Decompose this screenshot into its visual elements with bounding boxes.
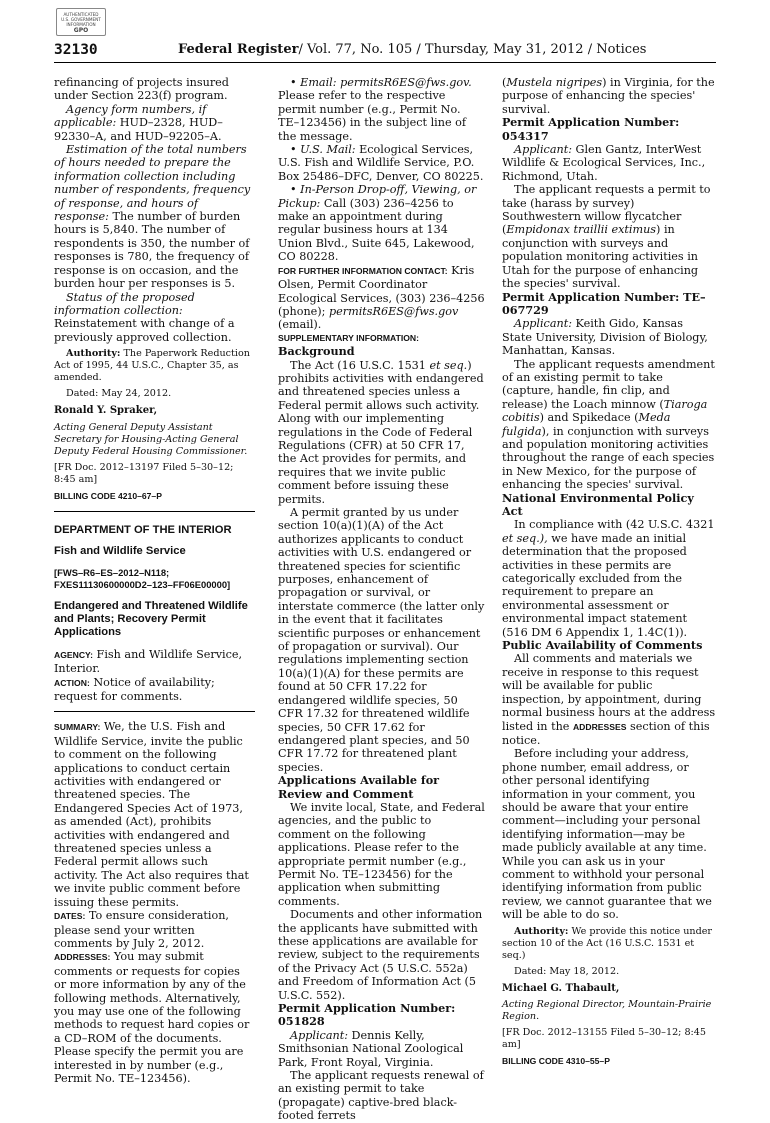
applicant-line: Applicant: Glen Gantz, InterWest Wildlife & Ecological Services, Inc., Richmond, Utah. bbox=[502, 143, 706, 183]
applicant-line: Applicant: Keith Gido, Kansas State University, Division of Biology, Manhattan, Kansas. bbox=[502, 317, 708, 358]
seal-gpo-mark: GPO bbox=[73, 27, 89, 34]
applicant-line: Applicant: Dennis Kelly, Smithsonian National Zoological Park, Front Royal, Virginia. bbox=[278, 1028, 464, 1069]
paragraph: All comments and materials we receive in response to this request will be available for public inspection, by appointment, during normal business hours at the address listed in the ADDRESSES section of this notice. bbox=[502, 652, 716, 747]
header-rule bbox=[54, 62, 716, 63]
supplementary-label: SUPPLEMENTARY INFORMATION: bbox=[278, 332, 419, 343]
docket-number: [FWS–R6–ES–2012–N118; FXES11130600000D2–123–FF06E00000] bbox=[54, 566, 231, 591]
running-header bbox=[178, 42, 646, 57]
fr-doc-line: [FR Doc. 2012–13197 Filed 5–30–12; 8:45 am] bbox=[54, 461, 234, 485]
contact-paragraph: FOR FURTHER INFORMATION CONTACT: Kris Olsen, Permit Coordinator Ecological Services, (303) 236–4256 (phone); permitsR6ES@fws.gov (email). bbox=[278, 263, 485, 332]
agency-line: AGENCY: Fish and Wildlife Service, Interior. bbox=[54, 647, 243, 676]
action-line: ACTION: Notice of availability; request for comments. bbox=[54, 675, 215, 703]
permit-heading-051828: Permit Application Number: 051828 bbox=[278, 1001, 456, 1029]
fr-doc-line: [FR Doc. 2012–13155 Filed 5–30–12; 8:45 am] bbox=[502, 1027, 706, 1050]
paragraph: The applicant requests amendment of an existing permit to take (capture, handle, fin clip, and release) the Loach minnow (Tiaroga cobitis) and Spikedace (Meda fulgida), in conjunction with surveys and population monitoring activities throughout the range of each species in New Mexico, for the purpose of enhancing the species' survival. bbox=[502, 357, 715, 492]
notice-subject: Endangered and Threatened Wildlife and Plants; Recovery Permit Applications bbox=[54, 599, 248, 639]
paragraph: A permit granted by us under section 10(a)(1)(A) of the Act authorizes applicants to conduct activities with U.S. endangered or threatened species for scientific purposes, enhancement of propagation or survival, or interstate commerce (the latter only in the event that it facilitates scientific purposes or enhancement of propagation or survival). Our regulations implementing section 10(a)(1)(A) for these permits are found at 50 CFR 17.22 for endangered wildlife species, 50 CFR 17.32 for threatened wildlife species, 50 CFR 17.62 for endangered plant species, and 50 CFR 17.72 for threatened plant species. bbox=[278, 506, 485, 774]
seal-line-2: U.S. GOVERNMENT bbox=[61, 17, 101, 22]
paragraph: (Mustela nigripes) in Virginia, for the purpose of enhancing the species' survival. bbox=[502, 76, 715, 116]
public-availability-heading: Public Availability of Comments bbox=[502, 638, 703, 653]
gpo-authentication-seal bbox=[56, 8, 106, 36]
paragraph: Estimation of the total numbers of hours needed to prepare the information collection including number of respondents, frequency of response, and hours of response: The number of burden hours is 5,840. The number of respondents is 350, the number of responses is 780, the frequency of response is on occasion, and the burden hour per responses is 5. bbox=[54, 143, 251, 291]
background-heading: Background bbox=[278, 344, 355, 359]
addresses-paragraph: ADDRESSES: You may submit comments or requests for copies or more information by any of the following methods. Alternatively, you may use one of the following methods to request hard copies or a CD–ROM of the documents. Please specify the permit you are interested in by number (e.g., Permit No. TE–123456). bbox=[54, 950, 250, 1085]
seal-line-3: INFORMATION bbox=[66, 22, 96, 27]
mail-method: • U.S. Mail: Ecological Services, U.S. Fish and Wildlife Service, P.O. Box 25486–DFC, Denver, CO 80225. bbox=[278, 143, 484, 183]
page-number: 32130 bbox=[54, 42, 98, 58]
dated-line: Dated: May 18, 2012. bbox=[514, 965, 620, 977]
paragraph: The Act (16 U.S.C. 1531 et seq.) prohibits activities with endangered and threatened species unless a Federal permit allows such activity. Along with our implementing regulations in the Code of Federal Regulations (CFR) at 50 CFR 17, the Act provides for permits, and requires that we invite public comment before issuing these permits. bbox=[278, 358, 484, 506]
signer-title: Acting General Deputy Assistant Secretary for Housing-Acting General Deputy Federal Housing Commissioner. bbox=[54, 421, 248, 457]
nepa-heading: National Environmental Policy Act bbox=[502, 490, 694, 518]
dated-line: Dated: May 24, 2012. bbox=[66, 388, 172, 400]
section-divider bbox=[54, 511, 255, 512]
agency-name-heading: Fish and Wildlife Service bbox=[54, 545, 186, 558]
publication-name: Federal Register bbox=[178, 42, 299, 57]
paragraph: We invite local, State, and Federal agencies, and the public to comment on the following applications. Please refer to the appropriate permit number (e.g., Permit No. TE–123456) for the application when submitting comments. bbox=[278, 800, 485, 908]
seal-line-1: AUTHENTICATED bbox=[63, 12, 99, 17]
paragraph: refinancing of projects insured under Section 223(f) program. bbox=[54, 76, 229, 103]
paragraph: The applicant requests renewal of an existing permit to take (propagate) captive-bred black-footed ferrets bbox=[278, 1069, 484, 1123]
column-1 bbox=[54, 76, 255, 1085]
signer-name: Michael G. Thabault, bbox=[502, 982, 620, 994]
signer-name: Ronald Y. Spraker, bbox=[54, 405, 158, 417]
authority-note: Authority: The Paperwork Reduction Act of 1995, 44 U.S.C., Chapter 35, as amended. bbox=[54, 348, 250, 384]
paragraph: Documents and other information the applicants have submitted with these applications are available for review, subject to the requirements of the Privacy Act (5 U.S.C. 552a) and Freedom of Information Act (5 U.S.C. 552). bbox=[278, 908, 483, 1002]
department-heading: DEPARTMENT OF THE INTERIOR bbox=[54, 523, 232, 536]
permit-heading-te-067729: Permit Application Number: TE–067729 bbox=[502, 289, 706, 317]
paragraph: The applicant requests a permit to take (harass by survey) Southwestern willow flycatcher (Empidonax traillii extimus) in conjunction with surveys and population monitoring activities in Utah for the purpose of enhancing the species' survival. bbox=[502, 183, 711, 291]
permit-heading-054317: Permit Application Number: 054317 bbox=[502, 115, 680, 143]
dates-paragraph: DATES: To ensure consideration, please send your written comments by July 2, 2012. bbox=[54, 909, 229, 950]
email-method: • Email: permitsR6ES@fws.gov. Please refer to the respective permit number (e.g., Permit No. TE–123456) in the subject line of the message. bbox=[278, 76, 472, 143]
applications-heading: Applications Available for Review and Comment bbox=[278, 773, 440, 801]
authority-note: Authority: We provide this notice under section 10 of the Act (16 U.S.C. 1531 et seq.) bbox=[502, 925, 713, 961]
paragraph: Status of the proposed information collection: Reinstatement with change of a previously approved collection. bbox=[54, 290, 235, 344]
paragraph: Before including your address, phone number, email address, or other personal identifying information in your comment, you should be aware that your entire comment—including your personal identifying information—may be made publicly available at any time. While you can ask us in your comment to withhold your personal identifying information from public review, we cannot guarantee that we will be able to do so. bbox=[502, 747, 712, 922]
billing-code: BILLING CODE 4210–67–P bbox=[54, 490, 162, 501]
summary-paragraph: SUMMARY: We, the U.S. Fish and Wildlife Service, invite the public to comment on the following applications to conduct certain activities with endangered or threatened species. The Endangered Species Act of 1973, as amended (Act), prohibits activities with endangered and threatened species unless a Federal permit allows such activity. The Act also requires that we invite public comment before issuing these permits. bbox=[54, 720, 249, 909]
paragraph: In compliance with (42 U.S.C. 4321 et seq.), we have made an initial determination that the proposed activities in these permits are categorically excluded from the requirement to prepare an environmental assessment or environmental impact statement (516 DM 6 Appendix 1, 1.4C(1)). bbox=[502, 518, 715, 639]
paragraph: Agency form numbers, if applicable: HUD–2328, HUD–92330–A, and HUD–92205–A. bbox=[54, 102, 223, 143]
column-3 bbox=[502, 76, 716, 1068]
issue-info: / Vol. 77, No. 105 / Thursday, May 31, 2012 / Notices bbox=[298, 42, 647, 57]
signer-title: Acting Regional Director, Mountain-Prairie Region. bbox=[502, 999, 712, 1022]
in-person-method: • In-Person Drop-off, Viewing, or Pickup: Call (303) 236–4256 to make an appointment during regular business hours at 134 Union Blvd., Suite 645, Lakewood, CO 80228. bbox=[278, 183, 477, 264]
section-divider bbox=[54, 711, 255, 712]
billing-code: BILLING CODE 4310–55–P bbox=[502, 1056, 610, 1066]
column-2 bbox=[278, 76, 485, 1123]
